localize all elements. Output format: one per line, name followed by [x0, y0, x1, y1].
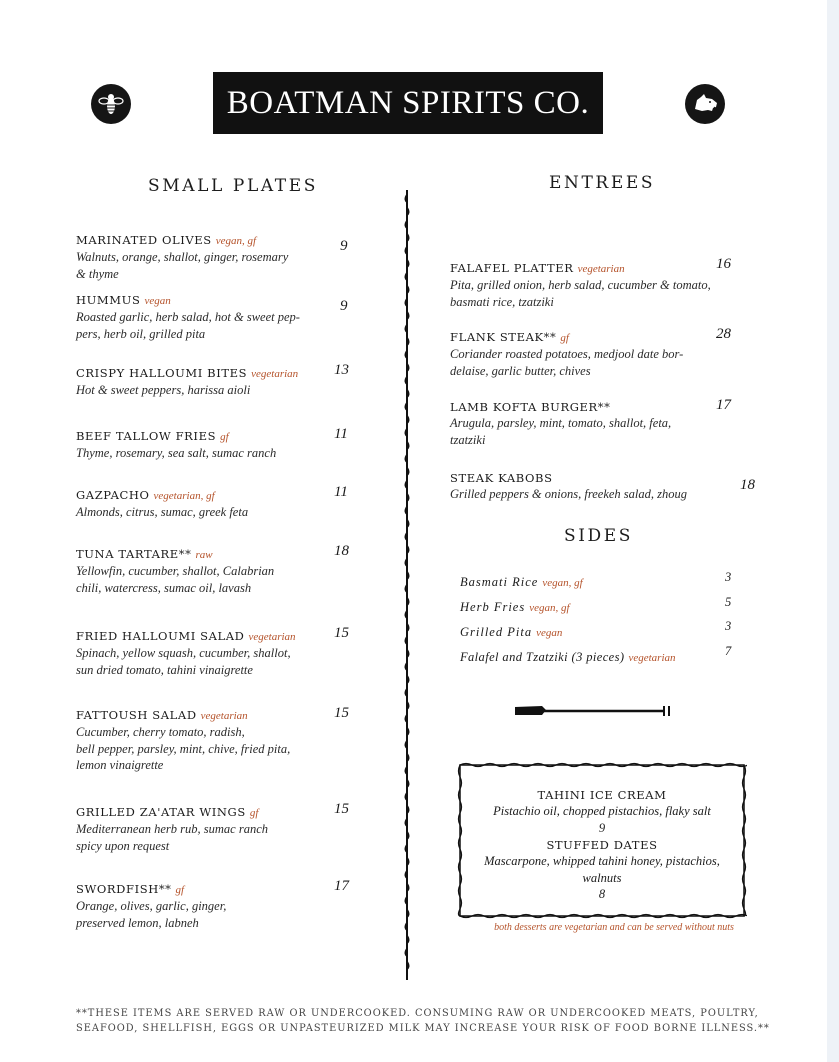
list-item: [76, 546, 316, 596]
list-item: [76, 232, 316, 282]
side-item: Falafel and Tzatziki (3 pieces) vegetarian: [460, 650, 676, 664]
item-name: FLANK STEAK**: [450, 330, 557, 344]
item-description: Mascarpone, whipped tahini honey, pistachios,: [484, 854, 720, 868]
diet-tag: gf: [560, 332, 569, 344]
diet-tag: vegan: [536, 627, 563, 639]
raw-food-disclaimer: **THESE ITEMS ARE SERVED RAW OR UNDERCOOKED. CONSUMING RAW OR UNDERCOOKED MEATS, POULTRY, SEAFOOD, SHELLFISH, EGGS OR UNPASTEURIZED MILK MAY INCREASE YOUR RISK OF FOOD BORNE ILLNESS.**: [76, 1008, 770, 1034]
side-item: Herb Fries vegan, gf: [460, 600, 570, 614]
diet-tag: gf: [220, 431, 229, 443]
item-name: BEEF TALLOW FRIES: [76, 429, 217, 443]
diet-tag: vegetarian: [200, 710, 248, 722]
item-price: 16: [716, 256, 731, 272]
item-price: 17: [716, 397, 731, 413]
brand-logo-banner: [213, 72, 603, 134]
list-item: [76, 628, 316, 678]
item-price: 9: [598, 820, 606, 835]
item-name: STEAK KABOBS: [450, 471, 553, 485]
side-price: 5: [725, 595, 732, 609]
item-description: Roasted garlic, herb salad, hot & sweet pep- pers, herb oil, grilled pita: [76, 310, 300, 341]
item-description: Mediterranean herb rub, sumac ranch spicy upon request: [76, 822, 268, 853]
diet-tag: vegetarian, gf: [153, 490, 215, 502]
item-name: GRILLED ZA'ATAR WINGS: [76, 805, 246, 819]
item-description: Arugula, parsley, mint, tomato, shallot, feta, tzatziki: [450, 416, 672, 447]
dessert-item: [446, 787, 758, 836]
item-name: HUMMUS: [76, 293, 141, 307]
item-description: Spinach, yellow squash, cucumber, shallot, sun dried tomato, tahini vinaigrette: [76, 646, 291, 677]
item-name: STUFFED DATES: [546, 838, 658, 852]
item-price: 8: [598, 887, 606, 901]
item-description: walnuts: [582, 870, 622, 885]
side-price: 7: [725, 644, 732, 658]
item-description: Coriander roasted potatoes, medjool date bor- delaise, garlic butter, chives: [450, 347, 684, 378]
item-price: 9: [340, 298, 348, 314]
list-item: [76, 881, 316, 931]
section-title-sides: SIDES: [564, 526, 634, 546]
list-item: [76, 707, 316, 774]
side-item: Basmati Rice vegan, gf: [460, 575, 583, 589]
diet-tag: vegan, gf: [542, 577, 583, 589]
list-item: [450, 260, 740, 310]
item-name: FALAFEL PLATTER: [450, 261, 574, 275]
item-name: SWORDFISH**: [76, 882, 172, 896]
item-price: 18: [740, 477, 755, 493]
item-description: Pistachio oil, chopped pistachios, flaky salt: [493, 804, 711, 818]
item-description: Thyme, rosemary, sea salt, sumac ranch: [76, 446, 277, 460]
item-description: Walnuts, orange, shallot, ginger, rosemary & thyme: [76, 250, 289, 281]
page-edge-strip: [827, 0, 839, 1062]
section-title-small-plates: SMALL PLATES: [148, 176, 318, 196]
list-item: [76, 292, 316, 342]
item-name: LAMB KOFTA BURGER**: [450, 400, 611, 414]
item-price: 11: [334, 426, 348, 442]
boar-icon: [685, 84, 725, 124]
list-item: [450, 470, 740, 503]
item-name: TAHINI ICE CREAM: [537, 788, 667, 802]
diet-tag: raw: [195, 549, 213, 561]
item-price: 15: [334, 625, 349, 641]
item-price: 15: [334, 801, 349, 817]
item-name: GAZPACHO: [76, 488, 150, 502]
item-description: Almonds, citrus, sumac, greek feta: [76, 505, 249, 519]
bee-icon: [91, 84, 131, 124]
diet-tag: vegan, gf: [529, 602, 570, 614]
brand-name: BOATMAN SPIRITS CO.: [226, 84, 590, 121]
diet-tag: vegetarian: [248, 631, 296, 643]
item-name: CRISPY HALLOUMI BITES: [76, 366, 248, 380]
item-description: Pita, grilled onion, herb salad, cucumber & tomato, basmati rice, tzatziki: [450, 278, 711, 309]
item-price: 9: [340, 238, 348, 254]
list-item: [76, 804, 316, 854]
item-price: 15: [334, 705, 349, 721]
item-price: 11: [334, 484, 348, 500]
diet-tag: vegan, gf: [215, 235, 257, 247]
diet-tag: gf: [175, 884, 185, 896]
vertical-divider: [398, 190, 418, 980]
item-name: FATTOUSH SALAD: [76, 708, 197, 722]
item-description: Yellowfin, cucumber, shallot, Calabrian chili, watercress, sumac oil, lavash: [76, 564, 275, 595]
section-title-entrees: ENTREES: [549, 173, 656, 193]
dessert-item: [446, 837, 758, 903]
diet-tag: vegetarian: [577, 263, 625, 275]
diet-tag: vegan: [144, 295, 171, 307]
oar-icon: [514, 703, 674, 721]
item-price: 17: [334, 878, 349, 894]
item-price: 18: [334, 543, 349, 559]
item-name: MARINATED OLIVES: [76, 233, 212, 247]
list-item: [450, 399, 740, 448]
side-price: 3: [725, 619, 732, 633]
item-description: Cucumber, cherry tomato, radish, bell pepper, parsley, mint, chive, fried pita, lemon vinaigrette: [76, 725, 291, 772]
item-description: Grilled peppers & onions, freekeh salad, zhoug: [450, 487, 688, 501]
diet-tag: gf: [249, 807, 259, 819]
dessert-box: [457, 762, 747, 919]
list-item: [76, 365, 316, 399]
item-name: FRIED HALLOUMI SALAD: [76, 629, 245, 643]
item-description: Orange, olives, garlic, ginger, preserved lemon, labneh: [76, 899, 227, 930]
item-name: TUNA TARTARE**: [76, 547, 192, 561]
side-price: 3: [725, 570, 732, 584]
item-price: 28: [716, 326, 731, 342]
item-price: 13: [334, 362, 349, 378]
dessert-note: both desserts are vegetarian and can be served without nuts: [494, 922, 734, 933]
list-item: [76, 428, 316, 462]
list-item: [450, 329, 740, 379]
diet-tag: vegetarian: [251, 368, 299, 380]
diet-tag: vegetarian: [628, 652, 676, 664]
list-item: [76, 487, 316, 521]
side-item: Grilled Pita vegan: [460, 625, 563, 639]
item-description: Hot & sweet peppers, harissa aioli: [76, 383, 251, 397]
